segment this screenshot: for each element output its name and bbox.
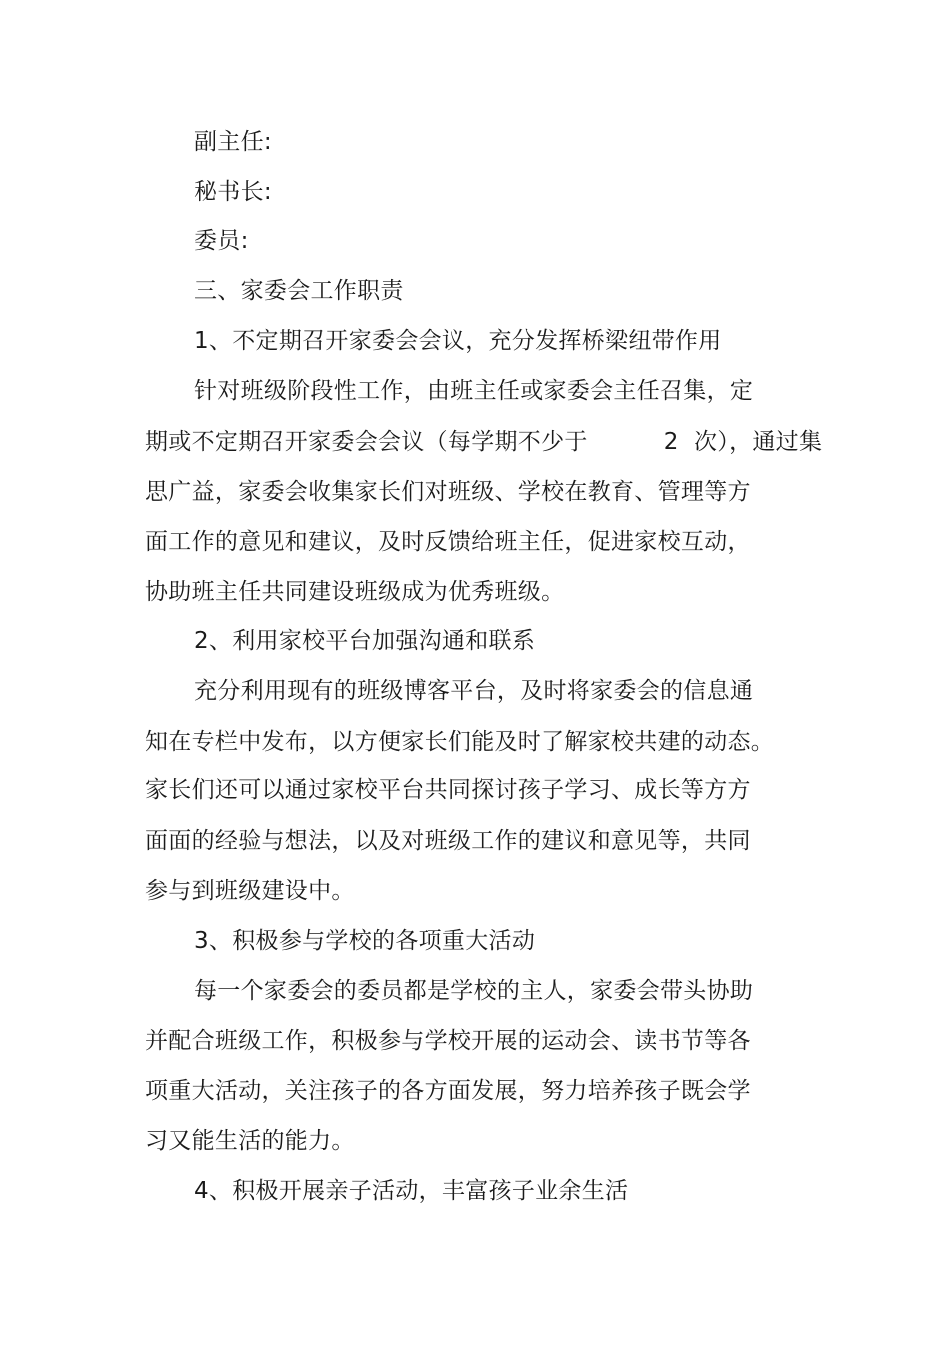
- duty-3-paragraph-line: 项重大活动，关注孩子的各方面发展，努力培养孩子既会学: [145, 1078, 751, 1104]
- duty-1-paragraph-line: 针对班级阶段性工作，由班主任或家委会主任召集，定: [194, 378, 754, 404]
- duty-1-heading: 1、不定期召开家委会会议，充分发挥桥梁纽带作用: [194, 328, 722, 354]
- secretary-general-label: 秘书长:: [194, 179, 272, 205]
- duty-3-paragraph-line: 习又能生活的能力。: [145, 1128, 355, 1154]
- duty-2-paragraph-line: 参与到班级建设中。: [145, 878, 355, 904]
- duty-3-heading: 3、积极参与学校的各项重大活动: [194, 928, 536, 954]
- committee-member-label: 委员:: [194, 228, 249, 254]
- duty-1-paragraph-line: 思广益，家委会收集家长们对班级、学校在教育、管理等方: [145, 479, 751, 505]
- duty-4-heading: 4、积极开展亲子活动，丰富孩子业余生活: [194, 1178, 629, 1204]
- duty-2-heading: 2、利用家校平台加强沟通和联系: [194, 628, 536, 654]
- duty-2-paragraph-line: 知在专栏中发布，以方便家长们能及时了解家校共建的动态。: [145, 729, 775, 755]
- duty-1-paragraph-line: 面工作的意见和建议，及时反馈给班主任，促进家校互动，: [145, 529, 751, 555]
- duty-2-paragraph-line: 充分利用现有的班级博客平台，及时将家委会的信息通: [194, 678, 754, 704]
- duty-2-paragraph-line: 家长们还可以通过家校平台共同探讨孩子学习、成长等方方: [145, 777, 751, 803]
- vice-director-label: 副主任:: [194, 129, 272, 155]
- duty-3-paragraph-line: 每一个家委会的委员都是学校的主人，家委会带头协助: [194, 978, 754, 1004]
- duty-2-paragraph-line: 面面的经验与想法，以及对班级工作的建议和意见等，共同: [145, 828, 751, 854]
- duty-3-paragraph-line: 并配合班级工作，积极参与学校开展的运动会、读书节等各: [145, 1028, 751, 1054]
- section-heading-duties: 三、家委会工作职责: [194, 278, 404, 304]
- duty-1-paragraph-line: 协助班主任共同建设班级成为优秀班级。: [145, 579, 565, 605]
- duty-1-paragraph-line: 期或不定期召开家委会会议（每学期不少于 2 次），通过集: [145, 429, 823, 455]
